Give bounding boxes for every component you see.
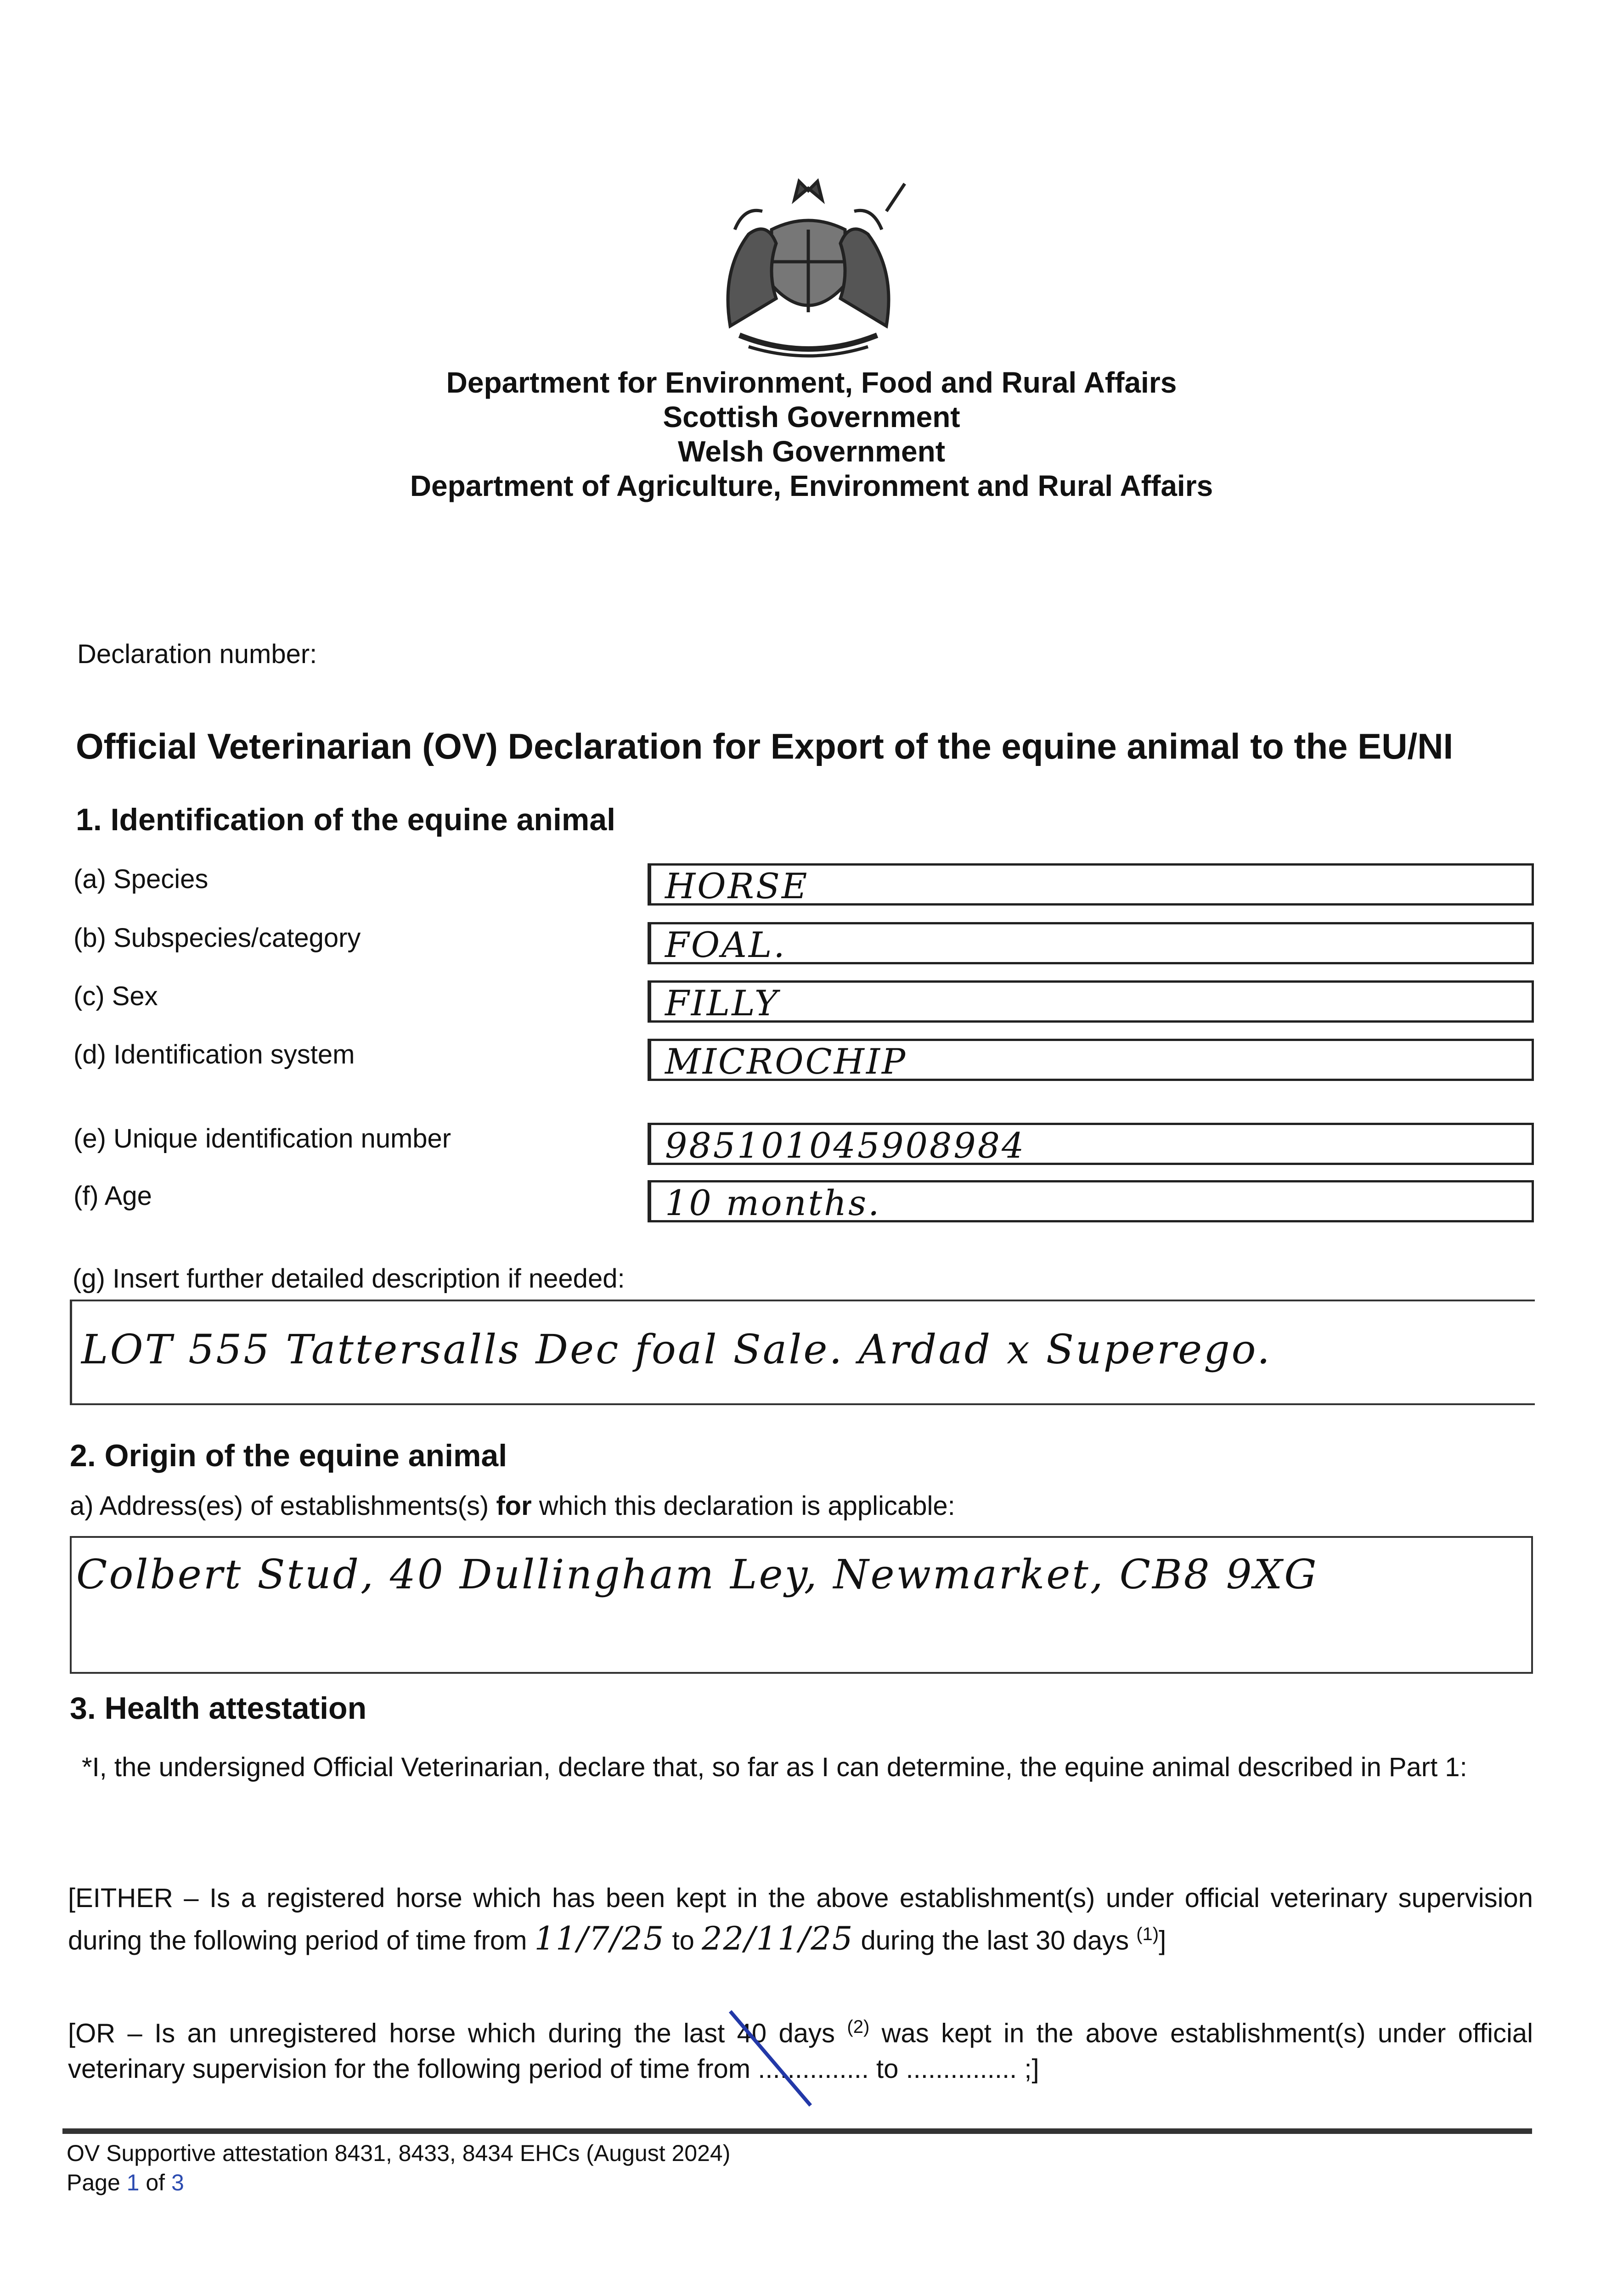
- further-description-label: (g) Insert further detailed description if needed:: [73, 1264, 625, 1294]
- or-clause: [OR – Is an unregistered horse which during the last 40 days $^{(2)}$ was kept in the above establishment(s) under official veterinary supervision for the following period of time from ............... to ............... ;]: [68, 2017, 1533, 2084]
- either-to-date[interactable]: 22/11/25: [701, 1919, 854, 1958]
- page-total: 3: [171, 2170, 184, 2195]
- either-from-date[interactable]: 11/7/25: [534, 1919, 665, 1958]
- dept-daera: Department of Agriculture, Environment and Rural Affairs: [410, 469, 1213, 502]
- species-label: (a) Species: [73, 864, 209, 894]
- health-intro: *I, the undersigned Official Veterinarian, declare that, so far as I can determine, the equine animal described in Part 1:: [82, 1752, 1467, 1782]
- declaration-number-label: Declaration number:: [77, 639, 317, 669]
- uid-value: 985101045908984: [665, 1125, 1026, 1166]
- subspecies-field[interactable]: [648, 922, 1534, 964]
- page-current: 1: [126, 2170, 140, 2195]
- page-title: Official Veterinarian (OV) Declaration for Export of the equine animal to the EU/NI: [76, 726, 1454, 766]
- age-field[interactable]: [648, 1180, 1534, 1222]
- section2-heading: 2. Origin of the equine animal: [70, 1438, 507, 1473]
- species-field[interactable]: [648, 863, 1534, 906]
- footer-rule: [62, 2128, 1532, 2134]
- uid-field[interactable]: [648, 1123, 1534, 1165]
- section1-heading: 1. Identification of the equine animal: [76, 802, 616, 837]
- page-indicator: Page 1 of 3: [67, 2170, 184, 2195]
- further-description-value: LOT 555 Tattersalls Dec foal Sale. Ardad x Superego.: [81, 1326, 1272, 1373]
- address-field[interactable]: [70, 1536, 1533, 1674]
- id-system-field[interactable]: [648, 1039, 1534, 1081]
- age-label: (f) Age: [73, 1181, 152, 1211]
- dept-defra: Department for Environment, Food and Rural Affairs: [446, 366, 1177, 399]
- section3-heading: 3. Health attestation: [70, 1691, 367, 1726]
- subspecies-value: FOAL.: [665, 924, 787, 965]
- address-label: a) Address(es) of establishments(s) for which this declaration is applicable:: [70, 1491, 955, 1521]
- either-clause: [EITHER – Is a registered horse which has been kept in the above establishment(s) under official veterinary supervision during the following period of time from 11/7/25 to 22/11/25 during the last 30 days $^{(1)}$]: [68, 1883, 1533, 1958]
- id-system-label: (d) Identification system: [73, 1040, 355, 1069]
- address-value: Colbert Stud, 40 Dullingham Ley, Newmarket, CB8 9XG: [76, 1551, 1319, 1598]
- dept-welsh-gov: Welsh Government: [677, 435, 946, 468]
- royal-coat-of-arms-icon: [703, 174, 914, 358]
- sex-field[interactable]: [648, 980, 1534, 1023]
- uid-label: (e) Unique identification number: [73, 1124, 451, 1154]
- id-system-value: MICROCHIP: [665, 1041, 907, 1082]
- form-reference: OV Supportive attestation 8431, 8433, 8434 EHCs (August 2024): [67, 2140, 731, 2166]
- species-value: HORSE: [665, 866, 809, 906]
- sex-label: (c) Sex: [73, 981, 158, 1011]
- sex-value: FILLY: [665, 983, 780, 1024]
- strike-mark: [726, 2007, 817, 2112]
- subspecies-label: (b) Subspecies/category: [73, 923, 361, 953]
- age-value: 10 months.: [665, 1182, 881, 1223]
- further-description-field[interactable]: [70, 1300, 1535, 1405]
- dept-scottish-gov: Scottish Government: [663, 400, 960, 433]
